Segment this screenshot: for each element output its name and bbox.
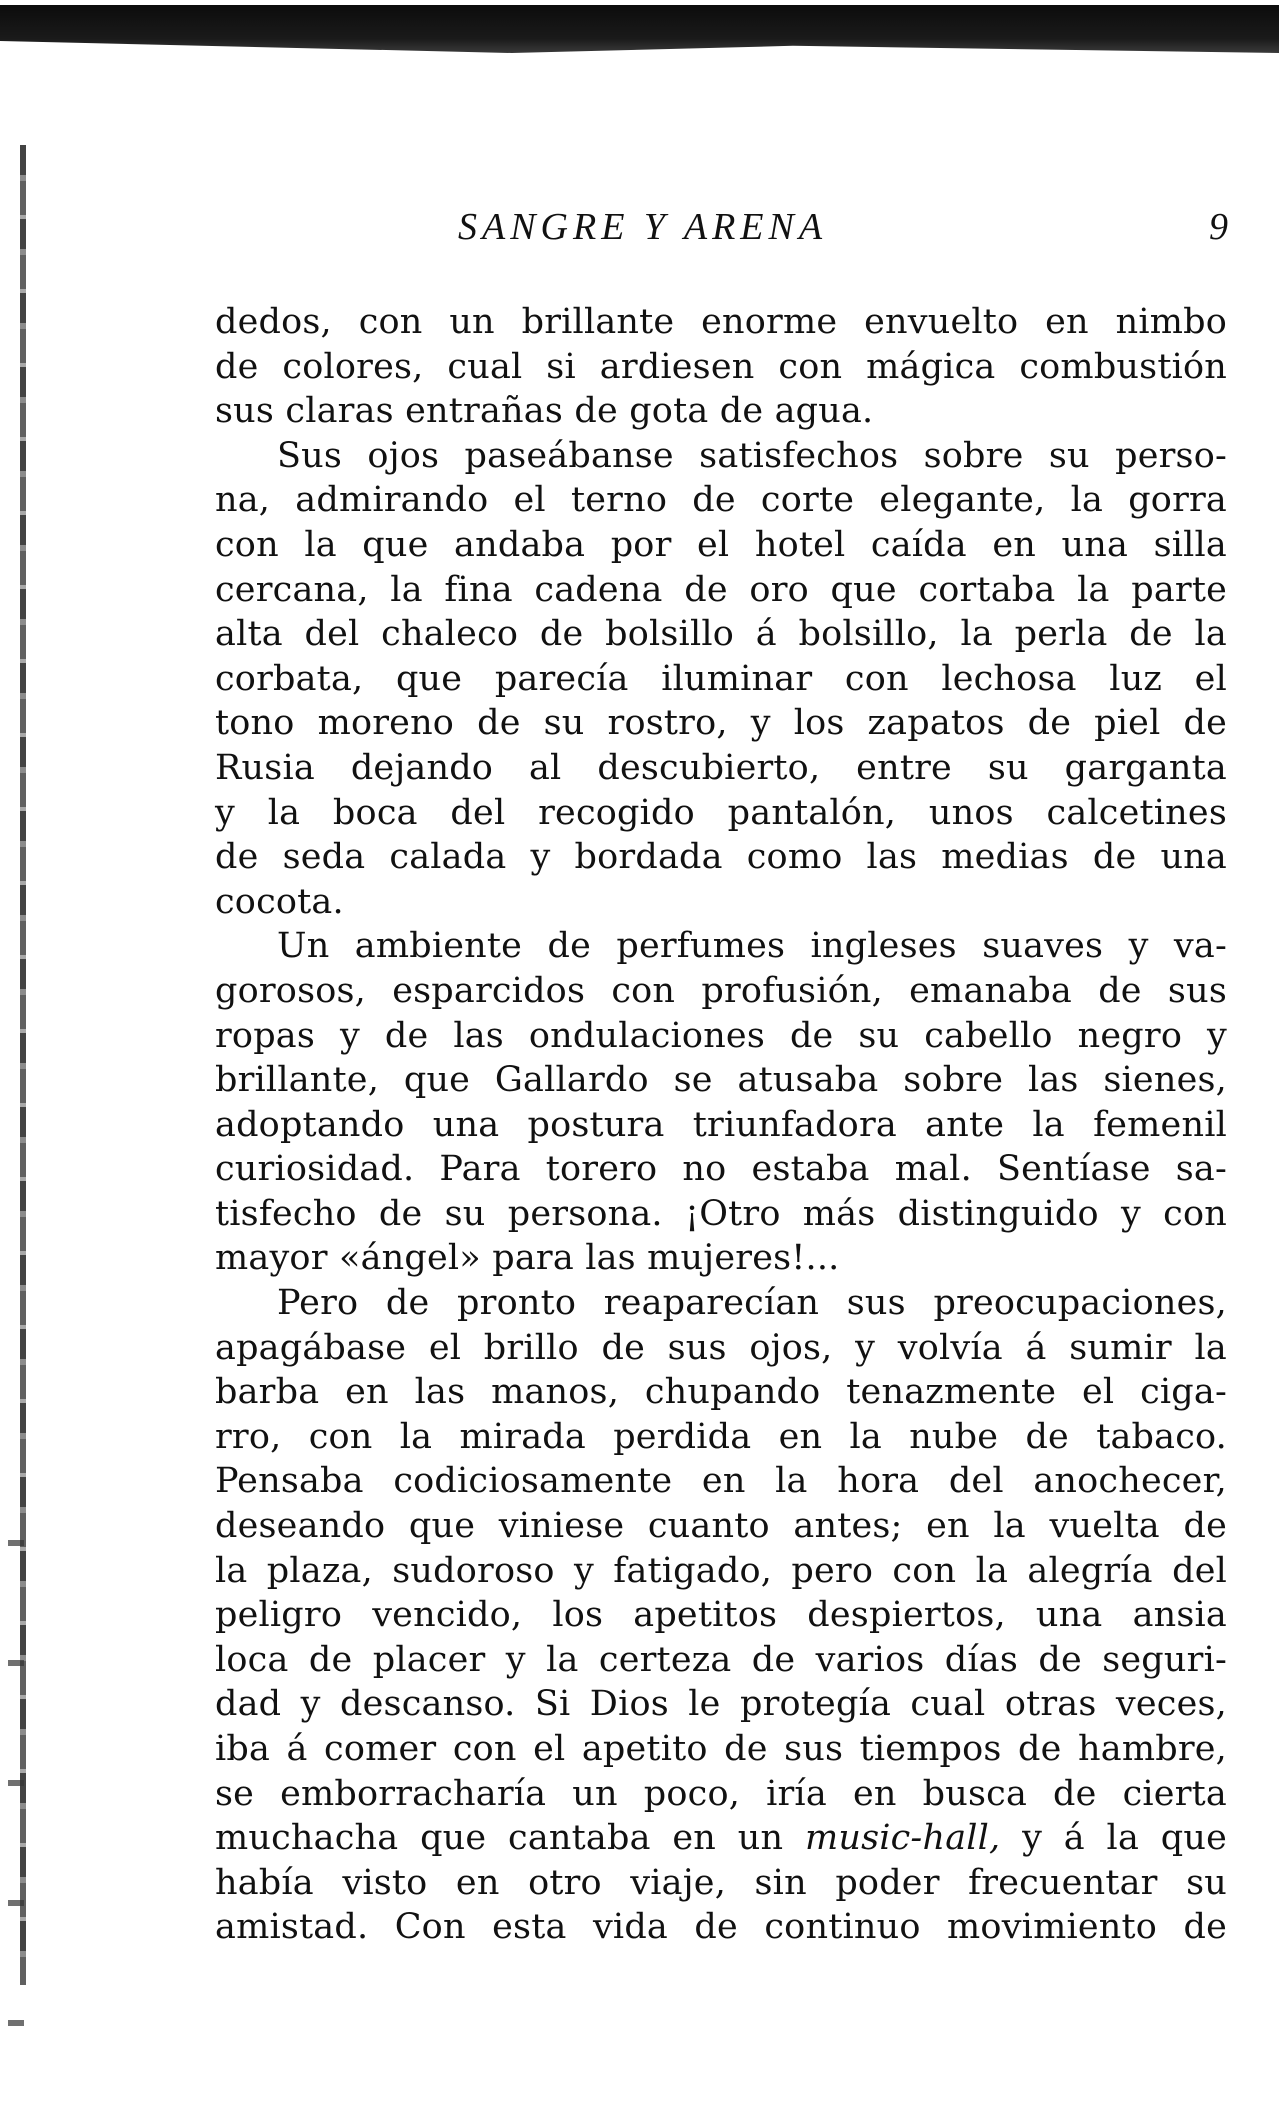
text-line: na, admirando el terno de corte elegante, la gorra <box>215 480 1227 521</box>
text-line: peligro vencido, los apetitos despiertos, una ansia <box>215 1595 1227 1636</box>
text-line: Sus ojos paseábanse satisfechos sobre su perso- <box>277 435 1227 476</box>
text-line: rro, con la mirada perdida en la nube de tabaco. <box>215 1416 1227 1457</box>
text-line: cocota. <box>215 881 344 922</box>
text-line: la plaza, sudoroso y fatigado, pero con la alegría del <box>215 1550 1227 1591</box>
text-line: Rusia dejando al descubierto, entre su garganta <box>215 747 1227 788</box>
text-segment: muchacha que cantaba en un <box>215 1818 784 1859</box>
text-line: cercana, la fina cadena de oro que cortaba la parte <box>215 569 1227 610</box>
page-number: 9 <box>1209 206 1228 248</box>
running-title: SANGRE Y ARENA <box>458 206 828 248</box>
text-line: apagábase el brillo de sus ojos, y volvía á sumir la <box>215 1327 1227 1368</box>
text-line: tisfecho de su persona. ¡Otro más distinguido y con <box>215 1193 1227 1234</box>
scan-left-edge-marks <box>8 1480 24 2040</box>
text-line: Pero de pronto reaparecían sus preocupaciones, <box>277 1283 1227 1324</box>
text-line: dedos, con un brillante enorme envuelto en nimbo <box>215 302 1227 342</box>
text-line: se emborracharía un poco, iría en busca de cierta <box>215 1773 1227 1814</box>
text-line: barba en las manos, chupando tenazmente el ciga- <box>215 1372 1227 1413</box>
text-line <box>215 1816 1227 1861</box>
text-line: iba á comer con el apetito de sus tiempos de hambre, <box>215 1729 1227 1769</box>
text-line: tono moreno de su rostro, y los zapatos de piel de <box>215 703 1227 744</box>
text-line: de seda calada y bordada como las medias de una <box>215 837 1227 878</box>
text-line: mayor «ángel» para las mujeres!... <box>215 1238 840 1279</box>
body-text <box>215 300 1227 1950</box>
text-line: gorosos, esparcidos con profusión, emanaba de sus <box>215 970 1227 1011</box>
text-line: corbata, que parecía iluminar con lechosa luz el <box>215 658 1227 699</box>
text-line: sus claras entrañas de gota de agua. <box>215 391 874 432</box>
text-line: dad y descanso. Si Dios le protegía cual otras veces, <box>215 1684 1227 1725</box>
scan-top-edge <box>0 5 1279 53</box>
text-line: amistad. Con esta vida de continuo movimiento de <box>215 1907 1227 1948</box>
text-line: adoptando una postura triunfadora ante la femenil <box>215 1104 1227 1145</box>
text-line: brillante, que Gallardo se atusaba sobre las sienes, <box>215 1060 1227 1101</box>
text-line: deseando que viniese cuanto antes; en la vuelta de <box>215 1506 1227 1547</box>
text-line: Pensaba codiciosamente en la hora del anochecer, <box>215 1461 1227 1502</box>
text-line: de colores, cual si ardiesen con mágica combustión <box>215 346 1227 387</box>
italic-phrase: music-hall, <box>804 1818 1001 1859</box>
page-header <box>218 205 1228 261</box>
text-line: curiosidad. Para torero no estaba mal. Sentíase sa- <box>215 1149 1227 1190</box>
text-line: había visto en otro viaje, sin poder frecuentar su <box>215 1862 1227 1903</box>
text-line: loca de placer y la certeza de varios días de seguri- <box>215 1639 1227 1680</box>
text-line: Un ambiente de perfumes ingleses suaves y va- <box>277 926 1227 967</box>
text-line: y la boca del recogido pantalón, unos calcetines <box>215 792 1227 833</box>
text-line: con la que andaba por el hotel caída en una silla <box>215 524 1227 565</box>
text-line: ropas y de las ondulaciones de su cabello negro y <box>215 1015 1227 1056</box>
text-segment: y á la que <box>1022 1818 1227 1859</box>
text-line: alta del chaleco de bolsillo á bolsillo, la perla de la <box>215 614 1227 655</box>
